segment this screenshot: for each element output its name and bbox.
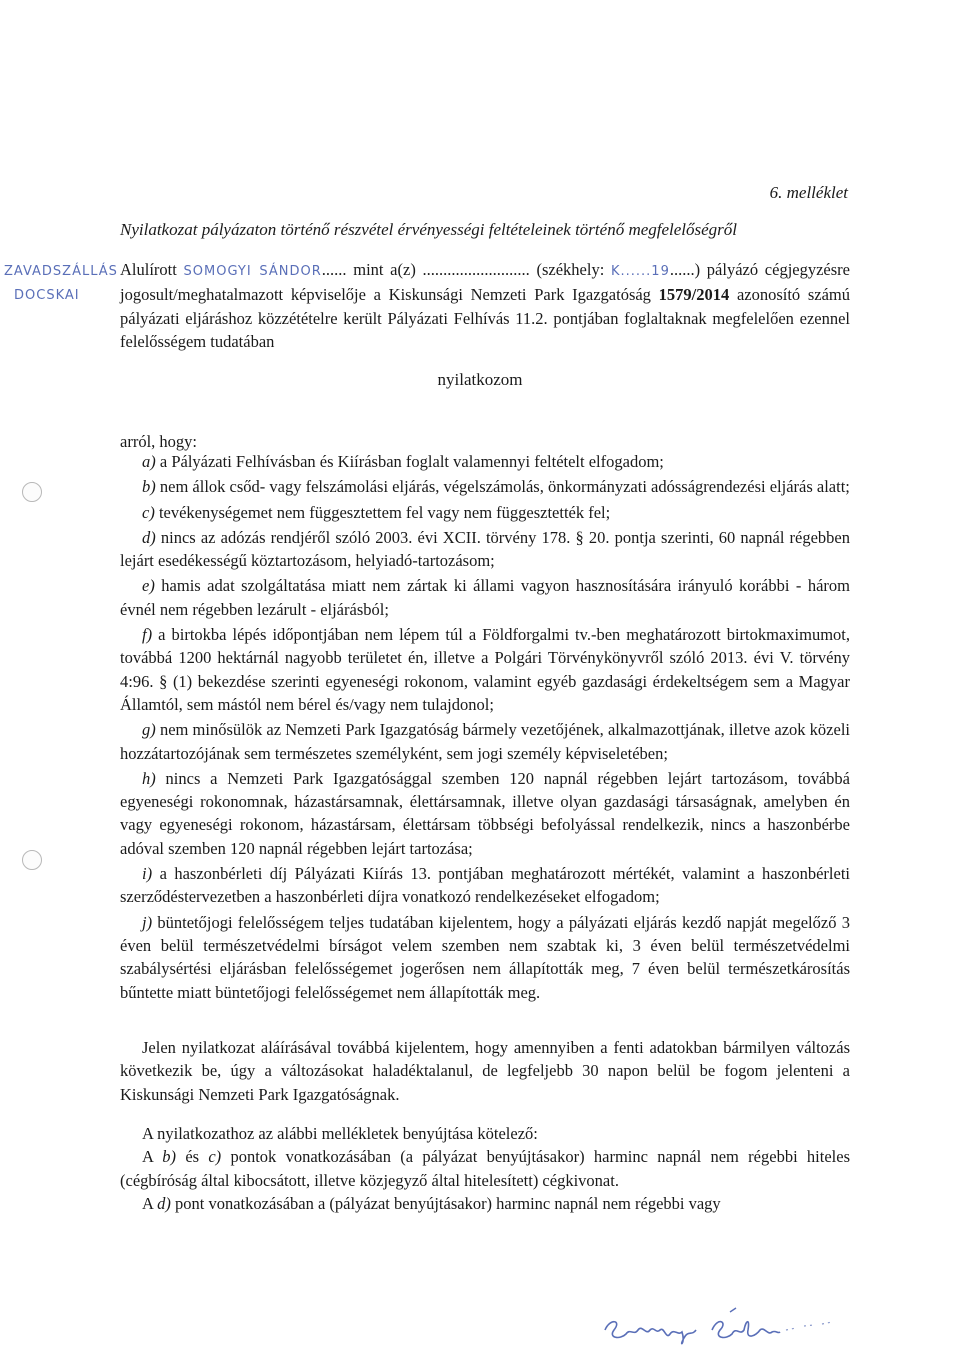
signature-accent bbox=[730, 1308, 736, 1312]
list-item bbox=[120, 718, 850, 765]
item-letter: e) bbox=[142, 576, 155, 596]
item-text: nincs az adózás rendjéről szóló 2003. évi XCII. törvény 178. § 20. pontja szerinti, 60 napnál régebben lejárt esedékességű köztartozásom, helyiadó-tartozásom; bbox=[120, 527, 851, 571]
signature-stroke-2 bbox=[712, 1322, 780, 1338]
item-letter: b) bbox=[142, 477, 156, 497]
item-letter: d) bbox=[142, 527, 156, 547]
item-text: a haszonbérleti díj Pályázati Kiírás 13. pontjában meghatározott mértékét, valamint a haszonbérleti szerződéstervezetben a haszonbérleti díjra vonatkozó rendelkezéseket elfogadom; bbox=[120, 864, 851, 907]
list-item bbox=[120, 574, 850, 621]
list-item bbox=[120, 450, 850, 473]
item-letter: f) bbox=[142, 625, 153, 645]
handwritten-margin-top: ZAVADSZÁLLÁS bbox=[4, 264, 118, 279]
declaration-word: nyilatkozom bbox=[437, 370, 523, 389]
intro-azonosito: azonosító számú pályázati eljáráshoz közzétételre került Pályázati Felhívás 11.2. pontjában foglaltaknak megfelelően ezennel felelősségem tudatában bbox=[120, 285, 851, 351]
attachments-section bbox=[120, 1122, 850, 1215]
document-title: Nyilatkozat pályázaton történő részvétel érvényességi feltételeinek történő megfelelőségről bbox=[120, 220, 738, 239]
reference-number: 1579/2014 bbox=[658, 285, 730, 305]
intro-palyazo: ......) pályázó cégjegyzésre jogosult/meghatalmazott képviselője a Kiskunsági Nemzeti Park Igazgatóság bbox=[120, 260, 850, 305]
handwritten-house: K......19 bbox=[610, 264, 670, 279]
arrol-hogy: arról, hogy: bbox=[120, 432, 197, 451]
signature-image bbox=[600, 1300, 840, 1350]
closing-text: Jelen nyilatkozat aláírásával továbbá kijelentem, hogy amennyiben a fenti adatokban bármilyen változás következik be, úgy a változásokat haladéktalanul, de legfeljebb 30 napon belül be fogom jelenteni a Kiskunsági Nemzeti Park Igazgatóságnak. bbox=[120, 1038, 850, 1104]
handwritten-margin-bottom: DOCSKAI bbox=[14, 288, 80, 303]
list-item bbox=[120, 911, 850, 1004]
item-text: a birtokba lépés időpontjában nem lépem túl a Földforgalmi tv.-ben meghatározott birtokmaximumot, továbbá 1200 hektárnál nagyobb területet én, illetve a Polgári Törvénykönyvről szóló 2013. évi V. törvény 4:96. § (1) bekezdése szerinti egyeneségi rokonom, valamint egyéb gazdasági érdekeltségem sem a Magyar Államtól, sem mástól nem bérel és/vagy nem tulajdonol; bbox=[120, 625, 850, 714]
item-text: nem állok csőd- vagy felszámolási eljárás, végelszámolás, önkormányzati adósságrendezési eljárás alatt; bbox=[159, 477, 850, 497]
list-item bbox=[120, 623, 850, 716]
item-text: tevékenységemet nem függesztettem fel vagy nem függesztették fel; bbox=[158, 502, 611, 522]
attachments-heading: A nyilatkozathoz az alábbi mellékletek benyújtása kötelező: bbox=[142, 1124, 538, 1143]
signature-stroke-1 bbox=[605, 1322, 696, 1344]
list-item bbox=[120, 767, 850, 860]
intro-mint: ...... mint a(z) .......................... (székhely: bbox=[321, 260, 611, 279]
item-text: nem minősülök az Nemzeti Park Igazgatóság bármely vezetőjének, alkalmazottjának, illetve azok közeli hozzátartozójának sem természetes személyként, sem jogi személy képviseletében; bbox=[120, 720, 851, 763]
annex-label: 6. melléklet bbox=[769, 183, 848, 202]
item-text: hamis adat szolgáltatása miatt nem zártak ki állami vagyon hasznosítására irányuló korábbi - három évnél nem régebben lezárult - eljárásból; bbox=[120, 576, 851, 619]
list-item bbox=[120, 501, 850, 524]
attachments-line-2: A d) pont vonatkozásában a (pályázat benyújtásakor) harminc napnál nem régebbi vagy bbox=[142, 1193, 721, 1213]
item-letter: c) bbox=[142, 502, 155, 522]
list-item bbox=[120, 862, 850, 909]
item-text: büntetőjogi felelősségem teljes tudatában kijelentem, hogy a pályázati eljárás kezdő napját megelőző 3 éven belül természetvédelmi bírságot velem szemben nem szabtak ki, 3 éven belül természetvédelmi szabálysértési eljárásban felelősségemet jogerősen nem állapították meg, 7 éven belül természetkárosítás bűntette miatt büntetőjogi felelősségemet nem állapították meg. bbox=[120, 912, 850, 1002]
item-text: a Pályázati Felhívásban és Kiírásban foglalt valamennyi feltételt elfogadom; bbox=[159, 452, 664, 471]
item-letter: i) bbox=[142, 864, 153, 884]
punch-hole bbox=[22, 482, 42, 502]
intro-paragraph bbox=[120, 258, 850, 353]
item-letter: g) bbox=[142, 720, 156, 740]
handwritten-name: SOMOGYI SÁNDOR bbox=[183, 264, 322, 279]
list-item bbox=[120, 475, 850, 498]
signature-trail bbox=[786, 1322, 832, 1330]
closing-paragraph bbox=[120, 1036, 850, 1106]
punch-hole bbox=[22, 850, 42, 870]
item-letter: a) bbox=[142, 452, 156, 471]
intro-alulirott: Alulírott bbox=[120, 260, 177, 279]
item-text: nincs a Nemzeti Park Igazgatósággal szemben 120 napnál régebben lejárt tartozásom, továbbá egyeneségi rokonomnak, házastársamnak, élettársamnak, illetve olyan gazdasági társaságnak, amelyben én vagy egyeneségi rokonom, házastársam, élettársam többségi befolyással rendelkezik, nincs a haszonbérbe adóval szemben 120 napnál régebben lejárt tartozása; bbox=[120, 768, 850, 858]
list-item bbox=[120, 526, 850, 573]
item-letter: h) bbox=[142, 768, 156, 788]
attachments-line-1: A b) és c) pontok vonatkozásában (a pályázat benyújtásakor) harminc napnál nem régebbi hiteles (cégbíróság által kibocsátott, illetve közjegyző által hitelesített) cégkivonat. bbox=[120, 1147, 850, 1190]
conditions-list bbox=[120, 450, 850, 1006]
item-letter: j) bbox=[142, 912, 153, 932]
